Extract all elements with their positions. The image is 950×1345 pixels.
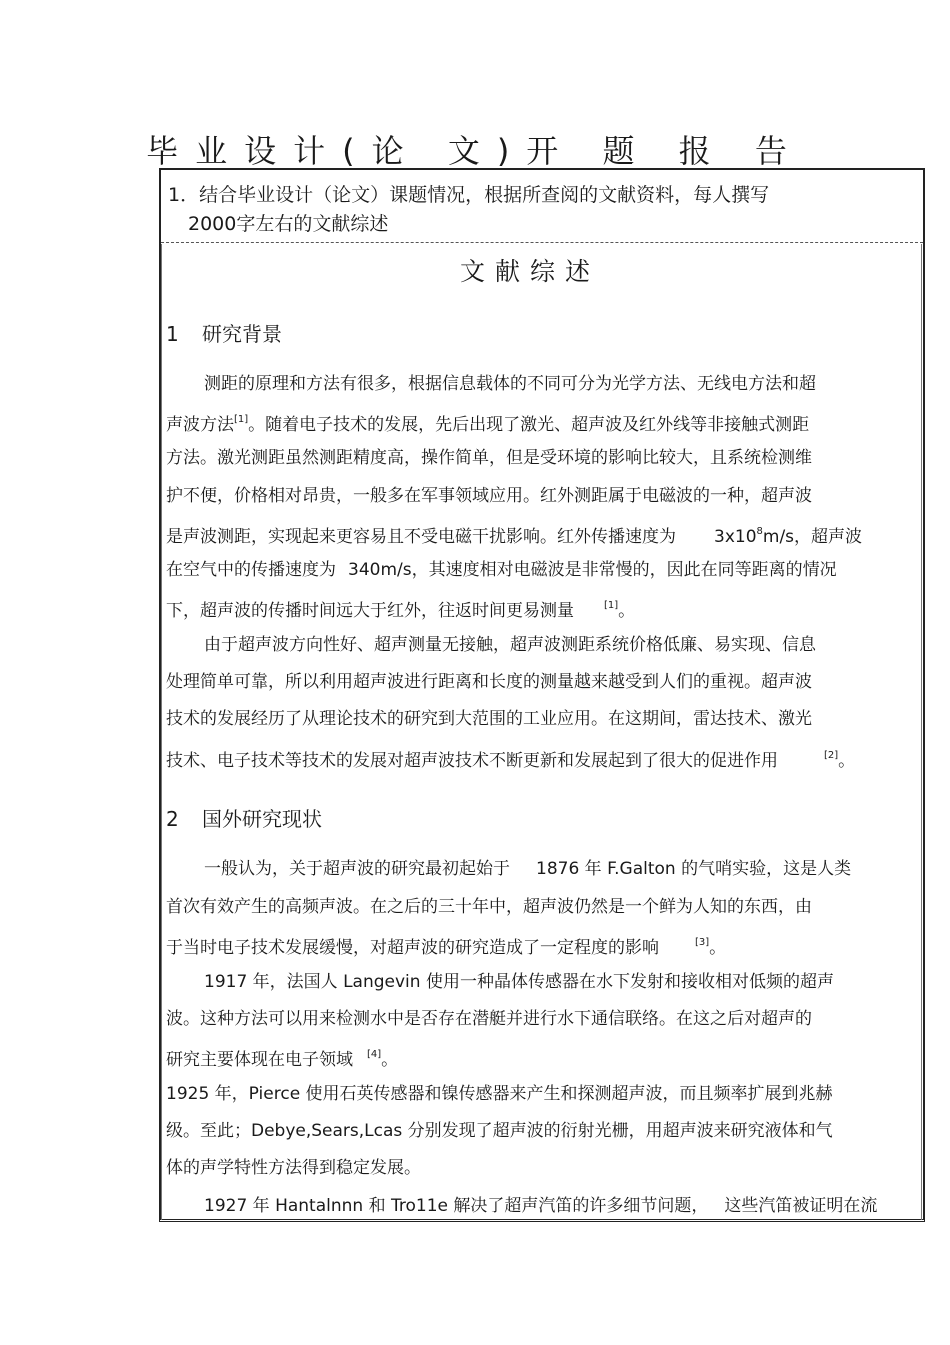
paragraph-line [166,522,862,547]
text-run: 1876 年 F.Galton 的气哨实验，这是人类 [536,859,852,879]
instruction-line-2: 2000字左右的文献综述 [188,213,389,235]
text-run: 。 [709,938,727,958]
text-run: 1927 年 Hantalnnn 和 Tro11e 解决了超声汽笛的许多细节问题， [204,1196,709,1216]
inner-border-left [161,244,162,1220]
text-run: 340m/s，其速度相对电磁波是非常慢的，因此在同等距离的情况 [348,560,837,580]
instruction-line-1: 1．结合毕业设计（论文）课题情况，根据所查阅的文献资料，每人撰写 [168,184,770,206]
section-number: 1 [166,322,179,346]
citation: [4] [367,1049,382,1060]
paragraph-line [204,859,851,879]
paragraph-line [166,410,809,435]
paragraph-line [204,1196,877,1216]
paragraph-line: 级。至此；Debye,Sears,Lcas 分别发现了超声波的衍射光栅，用超声波来研究液体和气 [166,1121,833,1141]
section-number: 2 [166,807,179,831]
text-run: 是声波测距，实现起来更容易且不受电磁干扰影响。红外传播速度为 [166,527,676,547]
paragraph-line: 1925 年，Pierce 使用石英传感器和镍传感器来产生和探测超声波，而且频率扩展到兆赫 [166,1084,833,1104]
text-run: 声波方法 [166,415,234,435]
text-run: 研究主要体现在电子领域 [166,1050,353,1070]
text-run: 技术、电子技术等技术的发展对超声波技术不断更新和发展起到了很大的促进作用 [166,751,778,771]
page-title: 毕业设计(论 文)开 题 报 告 [146,132,804,170]
superscript: 8 [756,526,763,537]
section-heading-1 [166,318,282,347]
text-run: m/s，超声波 [762,527,863,547]
text-run: 。 [838,751,856,771]
dashed-divider [161,242,923,243]
paragraph-line [166,560,837,580]
instruction [168,181,769,239]
paragraph-line: 处理简单可靠，所以利用超声波进行距离和长度的测量越来越受到人们的重视。超声波 [166,672,812,692]
text-run: 。 [381,1050,399,1070]
citation: [2] [824,750,839,761]
paragraph-line: 首次有效产生的高频声波。在之后的三十年中，超声波仍然是一个鲜为人知的东西，由 [166,897,812,917]
text-run: 一般认为，关于超声波的研究最初起始于 [204,859,510,879]
review-title: 文献综述 [459,257,600,286]
paragraph-line: 体的声学特性方法得到稳定发展。 [166,1158,421,1178]
text-run: 在空气中的传播速度为 [166,560,336,580]
text-run: 于当时电子技术发展缓慢，对超声波的研究造成了一定程度的影响 [166,938,659,958]
section-title: 研究背景 [202,322,282,346]
citation: [1] [604,600,619,611]
paragraph-line [166,746,855,771]
text-run: 下，超声波的传播时间远大于红外，往返时间更易测量 [166,601,574,621]
paragraph-line [166,596,635,621]
paragraph-line [166,933,726,958]
text-run: 。随着电子技术的发展，先后出现了激光、超声波及红外线等非接触式测距 [248,415,810,435]
inner-border-right [921,244,922,1220]
paragraph-line: 波。这种方法可以用来检测水中是否存在潜艇并进行水下通信联络。在这之后对超声的 [166,1009,812,1029]
paragraph-line [166,1045,398,1070]
paragraph-line: 由于超声波方向性好、超声测量无接触，超声波测距系统价格低廉、易实现、信息 [204,635,816,655]
paragraph-line: 技术的发展经历了从理论技术的研究到大范围的工业应用。在这期间，雷达技术、激光 [166,709,812,729]
citation: [3] [695,937,710,948]
paragraph-line: 护不便，价格相对昂贵，一般多在军事领域应用。红外测距属于电磁波的一种，超声波 [166,486,812,506]
section-title: 国外研究现状 [202,807,322,831]
text-run: 3x10 [714,527,757,547]
paragraph-line: 方法。激光测距虽然测距精度高，操作简单，但是受环境的影响比较大，且系统检测维 [166,448,812,468]
text-run: 这些汽笛被证明在流 [724,1196,878,1216]
text-run: 。 [618,601,636,621]
citation: [1] [234,414,249,425]
paragraph-line: 测距的原理和方法有很多，根据信息载体的不同可分为光学方法、无线电方法和超 [204,374,816,394]
paragraph-line: 1917 年，法国人 Langevin 使用一种晶体传感器在水下发射和接收相对低频的超声 [204,972,834,992]
section-heading-2 [166,803,322,832]
